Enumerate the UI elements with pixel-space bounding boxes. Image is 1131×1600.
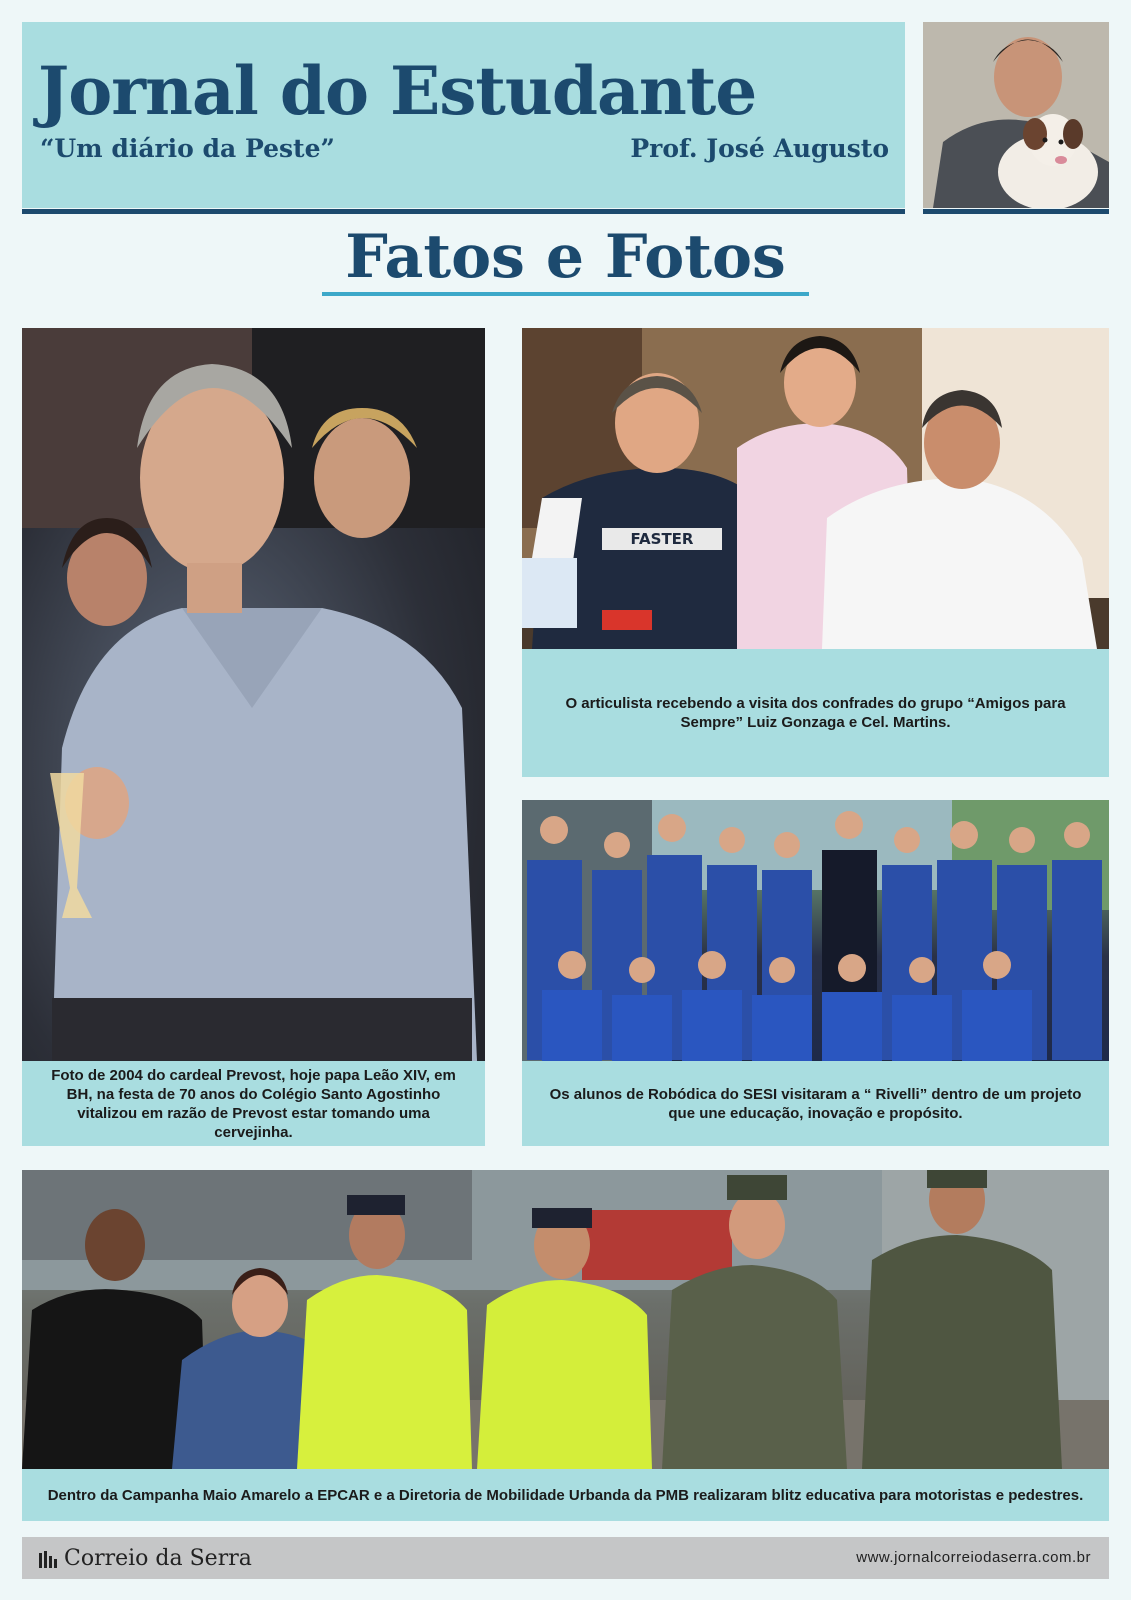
- robotics-students-photo: [522, 800, 1109, 1061]
- cardinal-photo: [22, 328, 485, 1061]
- friends-photo-illustration: [522, 328, 1109, 649]
- footer-url[interactable]: www.jornalcorreiodaserra.com.br: [856, 1549, 1091, 1566]
- footer-logo: [38, 1546, 252, 1571]
- newspaper-logo-icon: [38, 1549, 58, 1569]
- newspaper-title: Jornal do Estudante: [38, 52, 757, 130]
- campaign-photo: [22, 1170, 1109, 1469]
- caption-friends: O articulista recebendo a visita dos confrades do grupo “Amigos para Sempre” Luiz Gonzaga e Cel. Martins.: [522, 649, 1109, 777]
- author-name: Prof. José Augusto: [630, 134, 889, 163]
- author-photo: [923, 22, 1109, 208]
- caption-campaign: Dentro da Campanha Maio Amarelo a EPCAR e a Diretoria de Mobilidade Urbanda da PMB realizaram blitz educativa para motoristas e pedestres.: [22, 1469, 1109, 1521]
- friends-photo: [522, 328, 1109, 649]
- section-underline: [322, 292, 809, 296]
- author-with-dog-illustration: [923, 22, 1109, 208]
- shirt-text: FASTER: [630, 530, 694, 548]
- footer-logo-text: Correio da Serra: [64, 1546, 252, 1571]
- masthead-rule: [22, 209, 905, 214]
- caption-cardinal: Foto de 2004 do cardeal Prevost, hoje papa Leão XIV, em BH, na festa de 70 anos do Colégio Santo Agostinho vitalizou em razão de Prevost estar tomando uma cervejinha.: [22, 1061, 485, 1146]
- campaign-photo-illustration: [22, 1170, 1109, 1469]
- cardinal-photo-illustration: [22, 328, 485, 1061]
- author-photo-rule: [923, 209, 1109, 214]
- masthead: [22, 22, 905, 208]
- footer-bar: [22, 1537, 1109, 1579]
- section-title: Fatos e Fotos: [345, 222, 786, 292]
- robotics-students-illustration: [522, 800, 1109, 1061]
- caption-robotics: Os alunos de Robódica do SESI visitaram a “ Rivelli” dentro de um projeto que une educação, inovação e propósito.: [522, 1061, 1109, 1146]
- slogan: “Um diário da Peste”: [40, 134, 335, 163]
